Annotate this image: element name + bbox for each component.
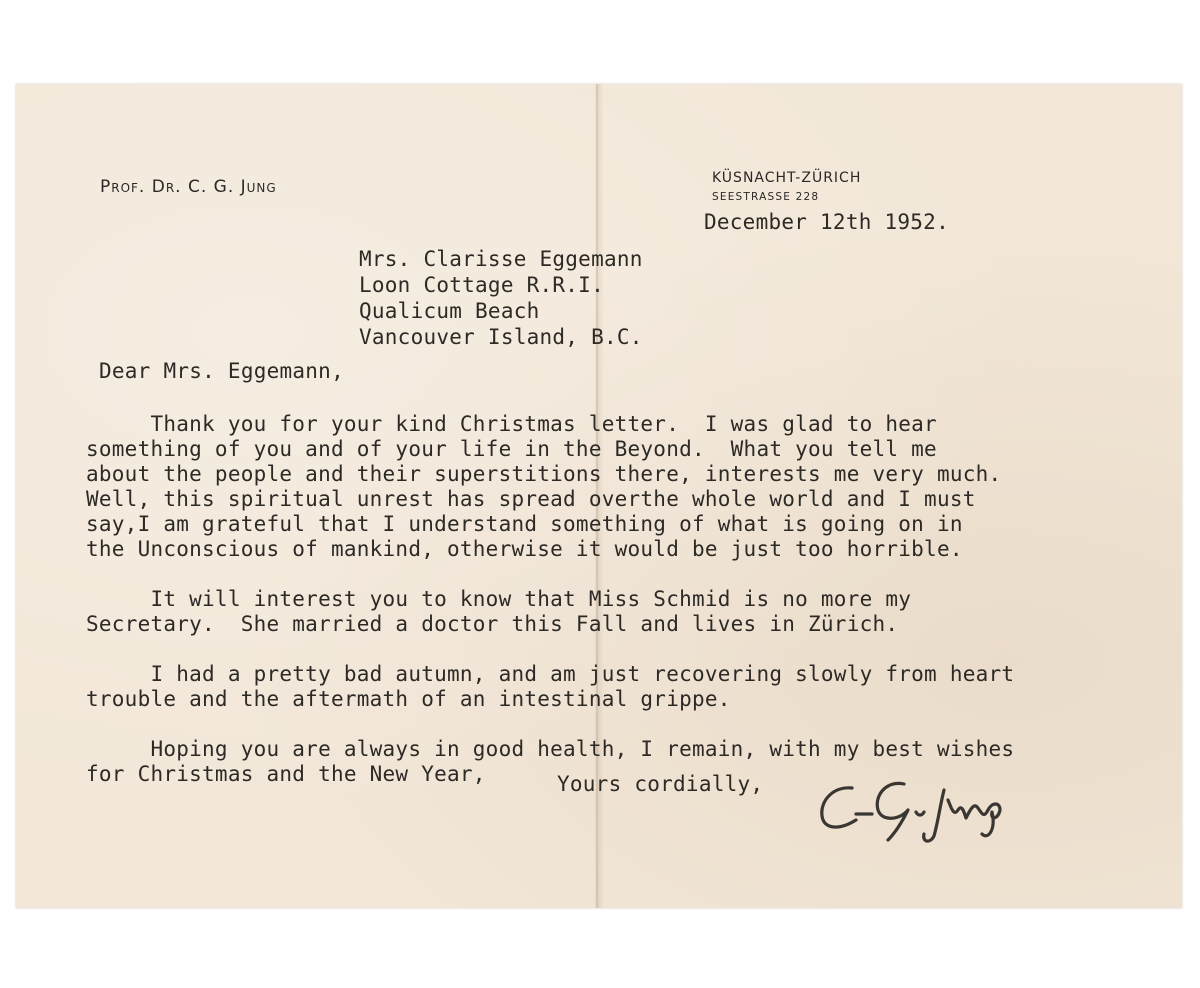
paragraph-1-line-2: something of you and of your life in the Beyond. What you tell me — [86, 437, 937, 461]
paragraph-2-line-1: It will interest you to know that Miss Schmid is no more my — [86, 587, 912, 611]
paragraph-1-line-5: say,I am grateful that I understand something of what is going on in — [86, 512, 963, 536]
letterhead-street: SEESTRASSE 228 — [712, 191, 820, 203]
recipient-line-1: Mrs. Clarisse Eggemann — [359, 247, 643, 271]
paragraph-1-line-4: Well, this spiritual unrest has spread overthe whole world and I must — [86, 487, 976, 511]
letterhead-city: KÜSNACHT-ZÜRICH — [712, 170, 862, 186]
paragraph-3-line-2: trouble and the aftermath of an intestinal grippe. — [86, 687, 731, 711]
paragraph-2-line-2: Secretary. She married a doctor this Fall and lives in Zürich. — [86, 612, 899, 636]
recipient-line-4: Vancouver Island, B.C. — [359, 325, 643, 349]
salutation: Dear Mrs. Eggemann, — [99, 359, 344, 383]
letterhead-name: Prof. Dr. C. G. Jung — [100, 177, 277, 197]
paragraph-4-line-2: for Christmas and the New Year, — [86, 762, 486, 786]
paragraph-4-line-1: Hoping you are always in good health, I remain, with my best wishes — [86, 737, 1015, 761]
recipient-line-3: Qualicum Beach — [359, 299, 540, 323]
paragraph-1-line-6: the Unconscious of mankind, otherwise it would be just too horrible. — [86, 537, 963, 561]
paragraph-1-line-3: about the people and their superstitions there, interests me very much. — [86, 462, 1002, 486]
letter-date: December 12th 1952. — [704, 210, 949, 234]
paragraph-3-line-1: I had a pretty bad autumn, and am just recovering slowly from heart — [86, 662, 1015, 686]
closing: Yours cordially, — [557, 772, 764, 796]
paragraph-1-line-1: Thank you for your kind Christmas letter. I was glad to hear — [86, 412, 937, 436]
handwritten-signature — [812, 770, 1042, 846]
recipient-line-2: Loon Cottage R.R.I. — [359, 273, 604, 297]
